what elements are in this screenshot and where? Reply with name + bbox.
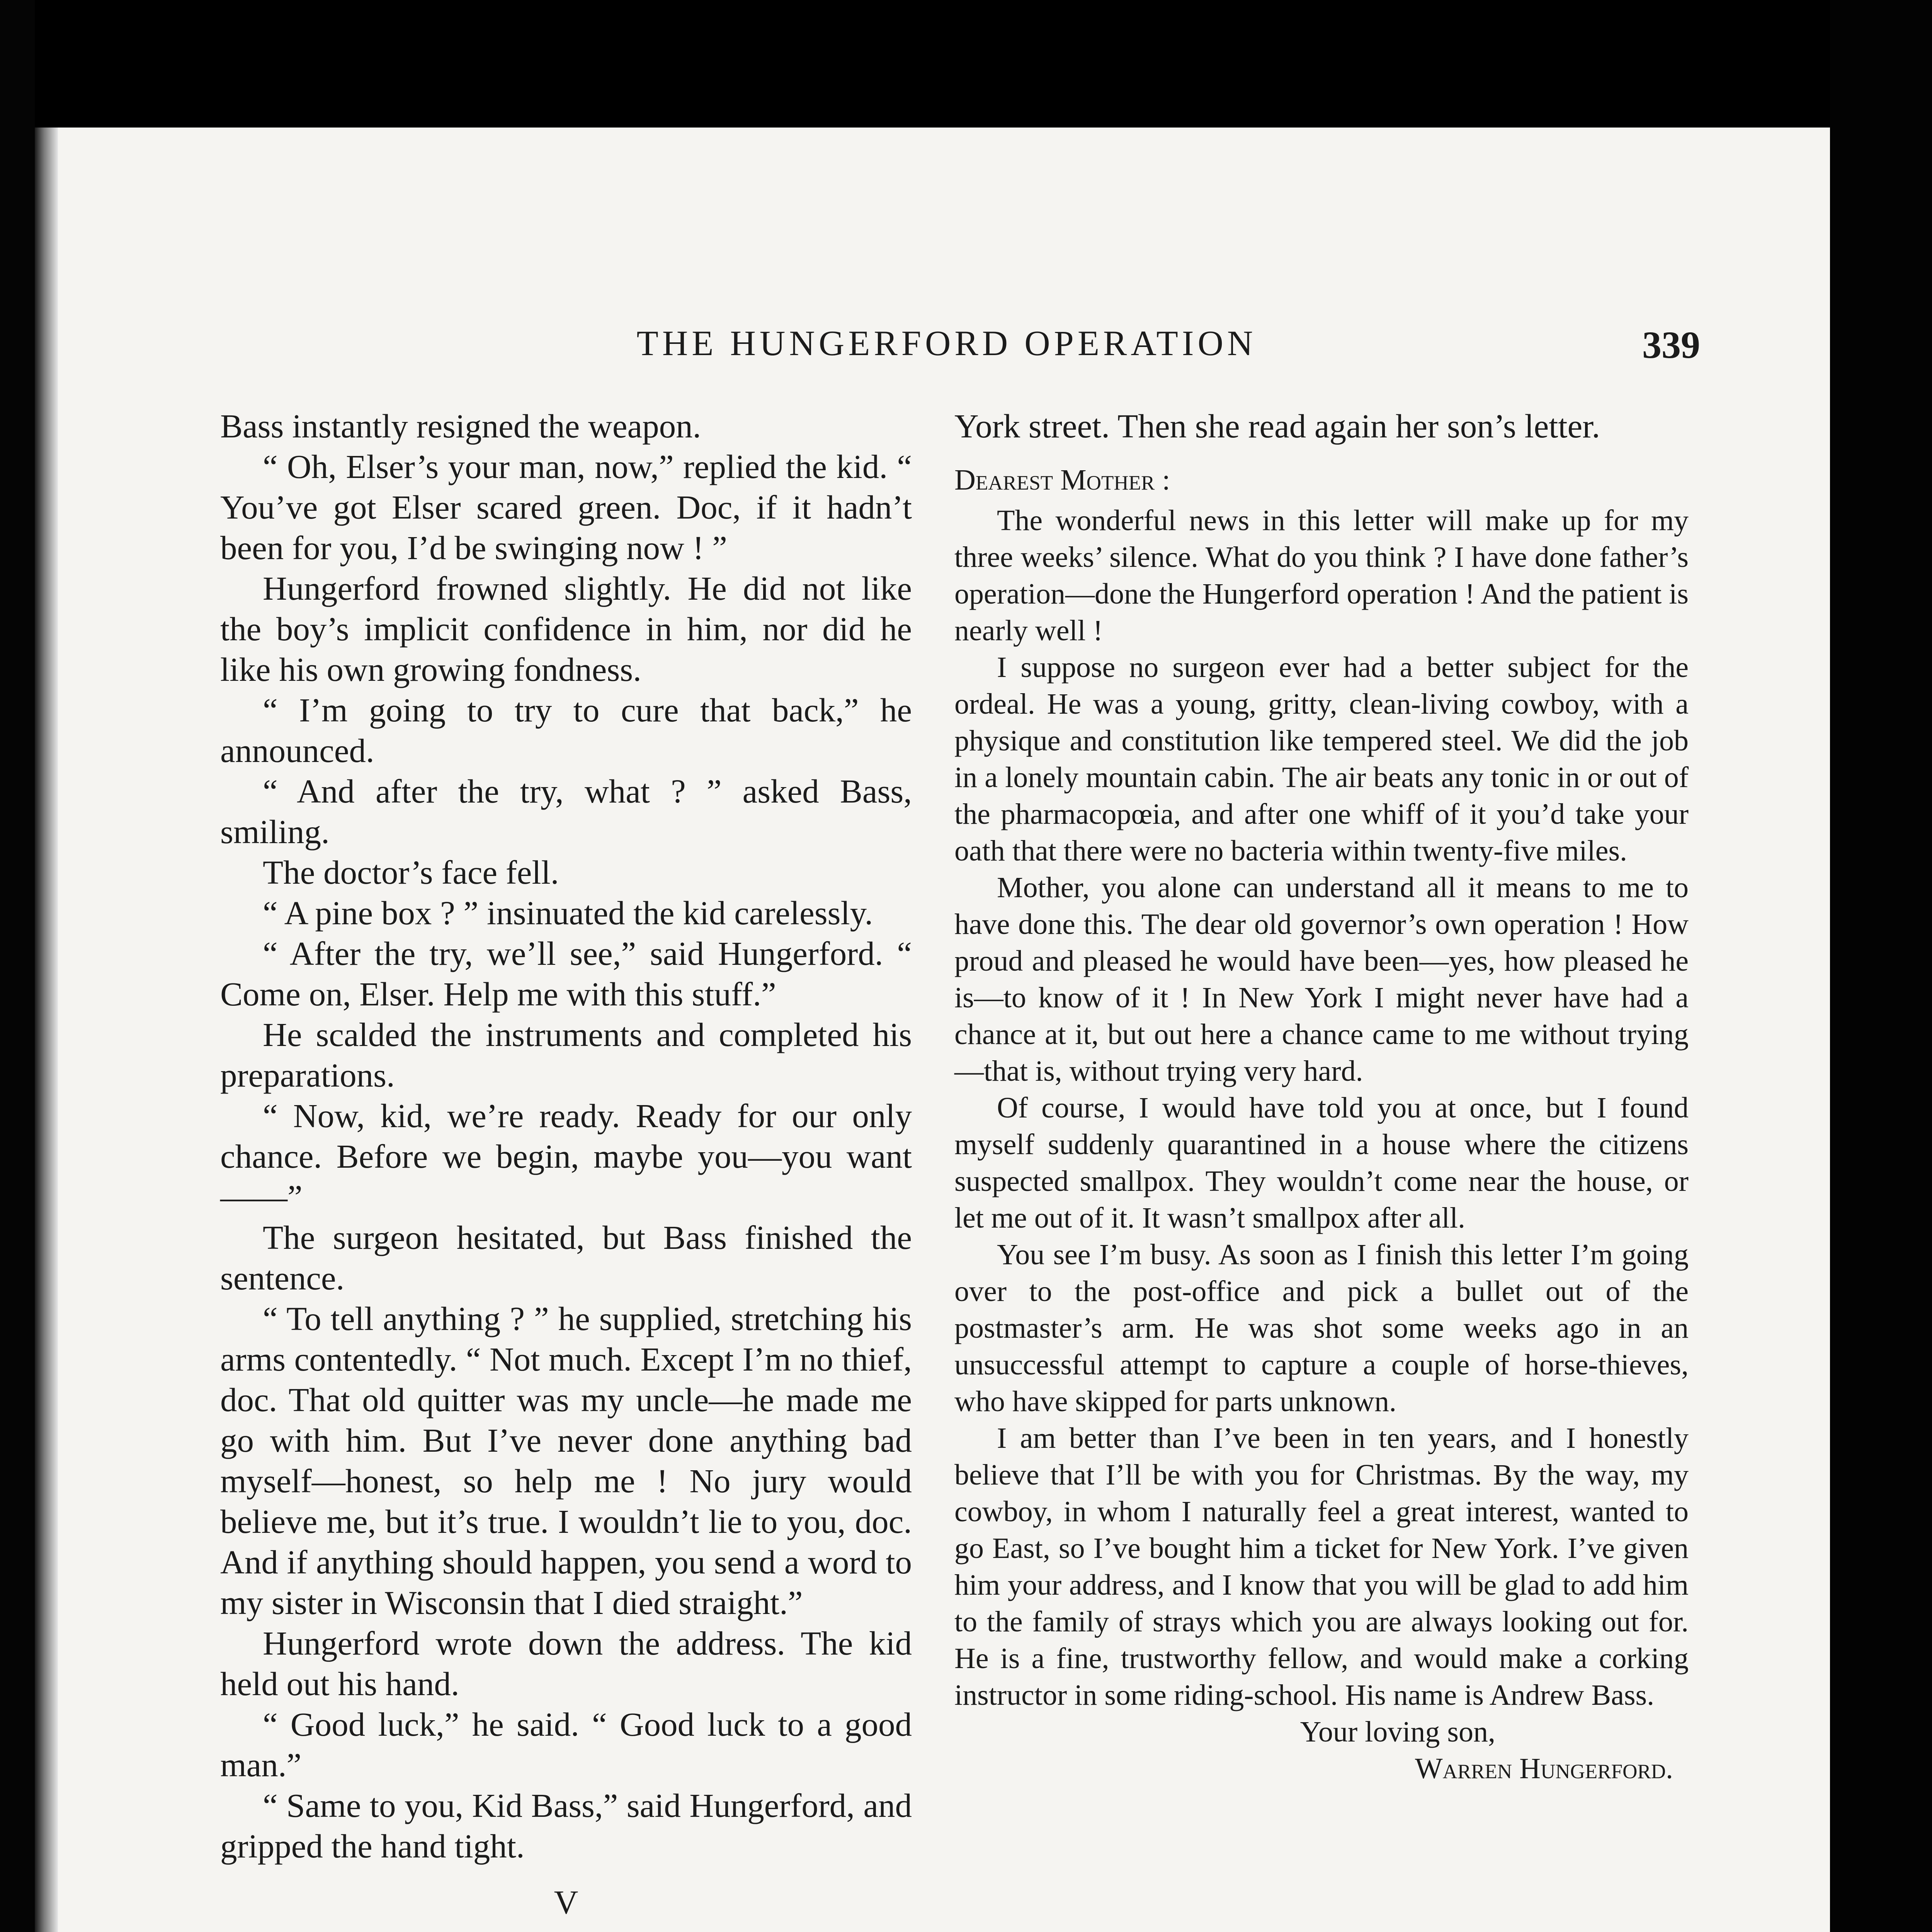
paragraph: “ Now, kid, we’re ready. Ready for our only chance. Before we begin, maybe you—you want——”	[220, 1097, 912, 1216]
running-title: THE HUNGERFORD OPERATION	[636, 323, 1257, 363]
letter-signature: Warren Hungerford.	[1415, 1752, 1673, 1785]
section-number: V	[554, 1883, 578, 1921]
paragraph: “ Good luck,” he said. “ Good luck to a good man.”	[220, 1706, 912, 1784]
paragraph: “ After the try, we’ll see,” said Hungerford. “ Come on, Elser. Help me with this stuff.”	[220, 935, 912, 1013]
paragraph: “ I’m going to try to cure that back,” he announced.	[220, 691, 912, 769]
book-page	[35, 128, 1830, 1932]
letter-paragraph: Of course, I would have told you at once, but I found myself suddenly quarantined in a house where the citizens suspected smallpox. They wouldn’t come near the house, or let me out of it. It wasn’t smallpox after all.	[954, 1092, 1689, 1234]
paragraph: Hungerford frowned slightly. He did not like the boy’s implicit confidence in him, nor did he like his own growing fondness.	[220, 570, 912, 688]
letter-paragraph: The wonderful news in this letter will make up for my three weeks’ silence. What do you think ? I have done father’s operation—done the Hungerford operation ! And the patient is nearly well !	[954, 504, 1689, 647]
paragraph: “ A pine box ? ” insinuated the kid carelessly.	[263, 894, 873, 932]
page-number: 339	[1642, 323, 1700, 366]
scan-border-top	[0, 0, 1932, 128]
paragraph: Bass instantly resigned the weapon.	[220, 407, 701, 445]
paragraph: Hungerford wrote down the address. The kid held out his hand.	[220, 1624, 912, 1702]
paragraph: “ To tell anything ? ” he supplied, stretching his arms contentedly. “ Not much. Except I’m no thief, doc. That old quitter was my uncle—he made me go with him. But I’ve never done anything bad myself—honest, so help me ! No jury would believe me, but it’s true. I wouldn’t lie to you, doc. And if anything should happen, you send a word to my sister in Wisconsin that I died straight.”	[220, 1300, 912, 1621]
right-column	[954, 406, 1689, 1787]
letter-paragraph: I am better than I’ve been in ten years, and I honestly believe that I’ll be with you for Christmas. By the way, my cowboy, in whom I naturally feel a great interest, wanted to go East, so I’ve bought him a ticket for New York. I’ve given him your address, and I know that you will be glad to add him to the family of strays which you are always looking out for. He is a fine, trustworthy fellow, and would make a corking instructor in some riding-school. His name is Andrew Bass.	[954, 1422, 1689, 1711]
paragraph: “ And after the try, what ? ” asked Bass, smiling.	[220, 772, 912, 850]
letter-closing: Your loving son,	[1300, 1716, 1495, 1748]
left-column	[220, 406, 912, 1932]
scan-border-left	[0, 0, 35, 1932]
page-binding-shadow	[35, 128, 58, 1932]
paragraph: “ Oh, Elser’s your man, now,” replied the kid. “ You’ve got Elser scared green. Doc, if it hadn’t been for you, I’d be swinging now ! ”	[220, 448, 912, 566]
letter-paragraph: Mother, you alone can understand all it means to me to have done this. The dear old governor’s own operation ! How proud and pleased he would have been—yes, how pleased he is—to know of it ! In New York I might never have had a chance at it, but out here a chance came to me without trying —that is, without trying very hard.	[954, 871, 1689, 1087]
letter-salutation: Dearest Mother :	[954, 464, 1170, 496]
letter-paragraph: I suppose no surgeon ever had a better subject for the ordeal. He was a young, gritty, clean-living cowboy, with a physique and constitution like tempered steel. We did the job in a lonely mountain cabin. The air beats any tonic in or out of the pharmacopœia, and after one whiff of it you’d take your oath that there were no bacteria within twenty-five miles.	[954, 651, 1689, 867]
scan-border-right	[1830, 0, 1932, 1932]
paragraph: The doctor’s face fell.	[263, 854, 559, 891]
paragraph: He scalded the instruments and completed his preparations.	[220, 1016, 912, 1094]
paragraph: “ Same to you, Kid Bass,” said Hungerford, and gripped the hand tight.	[220, 1787, 912, 1865]
paragraph: York street. Then she read again her son’s letter.	[954, 407, 1600, 445]
letter-paragraph: You see I’m busy. As soon as I finish this letter I’m going over to the post-office and pick a bullet out of the postmaster’s arm. He was shot some weeks ago in an unsuccessful attempt to capture a couple of horse-thieves, who have skipped for parts unknown.	[954, 1238, 1689, 1418]
paragraph: The surgeon hesitated, but Bass finished the sentence.	[220, 1219, 912, 1297]
